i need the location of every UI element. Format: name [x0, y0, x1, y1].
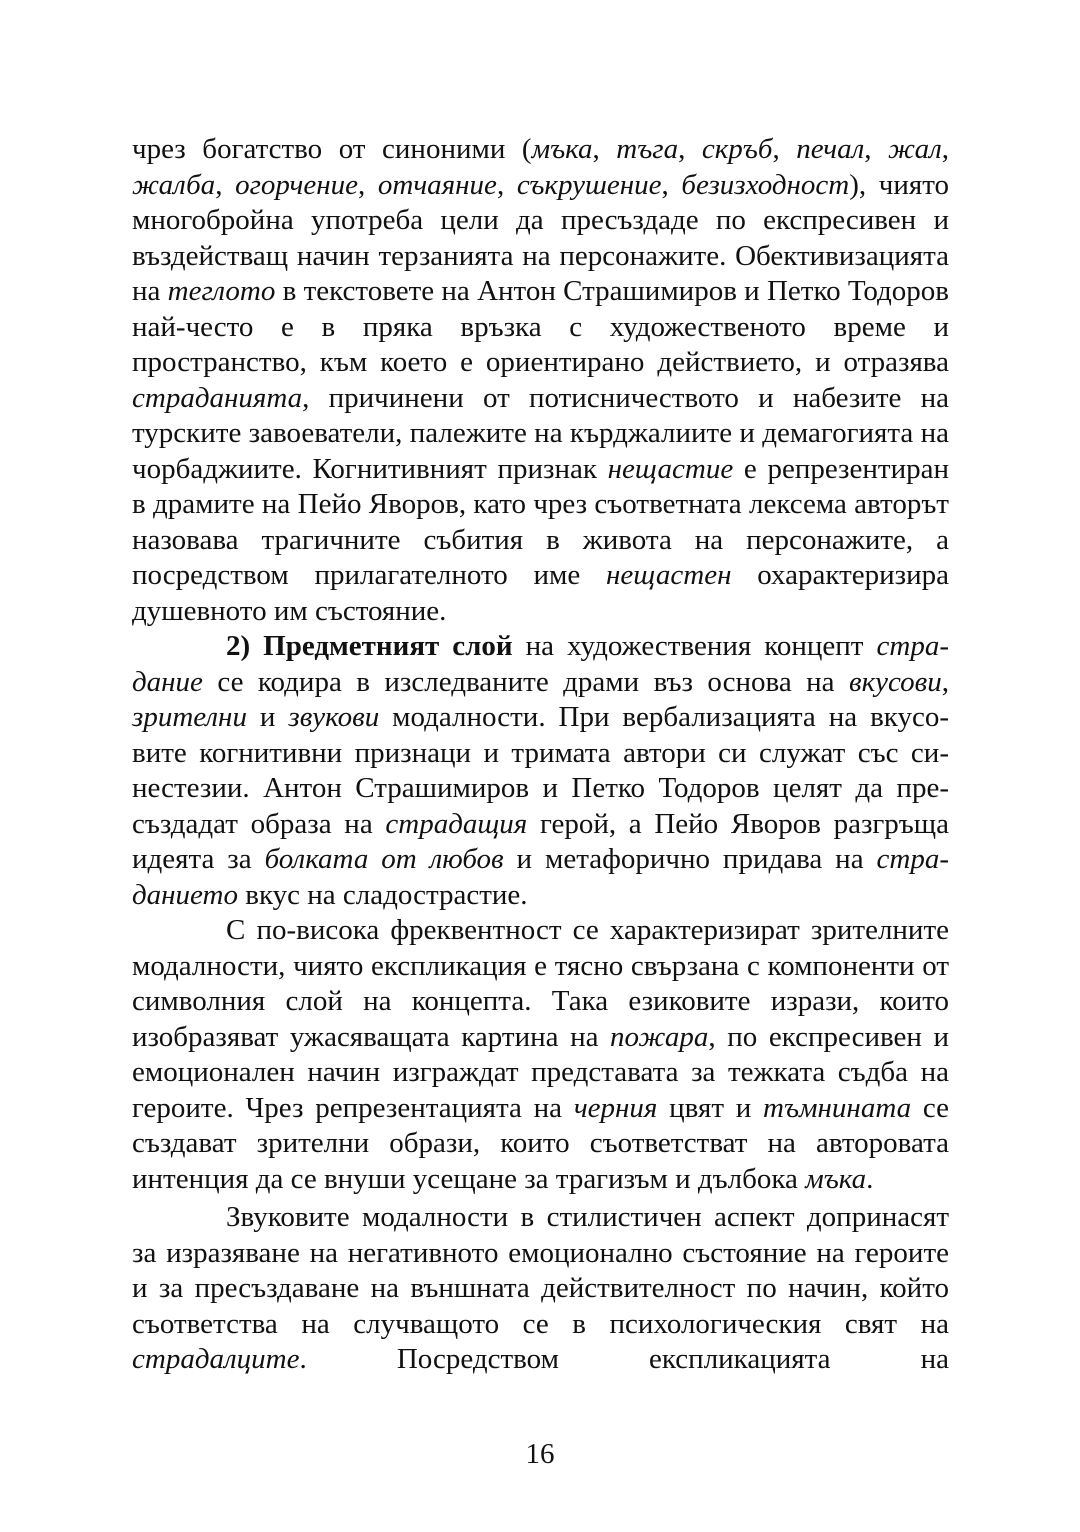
- italic-term: пожара: [610, 1020, 709, 1053]
- text-run: цвят и: [657, 1091, 764, 1124]
- bold-heading: 2) Предметният слой: [226, 630, 513, 662]
- text-run: и: [246, 701, 289, 733]
- italic-term: печал: [796, 133, 865, 165]
- page-number: 16: [525, 1438, 555, 1470]
- italic-term: нещастие: [607, 452, 734, 485]
- text-run: ,: [592, 133, 617, 165]
- text-run: чрез богатство от синоними (: [132, 133, 532, 165]
- italic-term: звукови: [288, 701, 380, 733]
- italic-term: безизходност: [681, 168, 850, 201]
- text-run: С по-висока фреквентност се характеризират зрителните модалности, чиято експликация е тясно свързана с компоненти от символния слой на концепта. Така езиковите изрази, които изобразяват ужасяващата картина на: [132, 914, 949, 1053]
- text-run: ,: [941, 133, 950, 165]
- text-run: охарактеризира душевното им състояние.: [132, 559, 949, 627]
- italic-term: черния: [573, 1091, 658, 1124]
- italic-term: страдащия: [385, 807, 528, 840]
- text-run: на художествения концепт: [512, 630, 877, 662]
- text-run: Звуковите модалности в стилистичен аспект допринасят за изразяване на негативното емоционално състояние на героите и за пресъздаване на външната действителност по начин, който съответства на случващото се в психологическия свят на: [132, 1201, 949, 1340]
- text-run: ,: [215, 168, 236, 201]
- italic-term: мъка: [531, 133, 593, 165]
- paragraph: [132, 132, 949, 629]
- text-run: герой, а Пейо Яворов разгръща идеята за: [132, 807, 949, 875]
- italic-term: скръб: [701, 133, 773, 165]
- text-run: ,: [864, 133, 889, 165]
- text-run: ,: [941, 665, 949, 698]
- italic-term: огорчение: [235, 168, 358, 201]
- italic-term: страдалците: [132, 1343, 300, 1375]
- italic-term: страдание: [132, 630, 949, 698]
- text-run: . Посредством експликацията на: [299, 1343, 949, 1375]
- text-run: ), чиято многобройна употреба цели да пресъздаде по експресивен и въздействащ начин терзанията на персонажите. Обективизацията на: [132, 168, 950, 307]
- paragraph: [132, 913, 949, 1197]
- text-run: вкус на сладострастие.: [238, 878, 528, 911]
- italic-term: нещастен: [606, 559, 732, 591]
- text-run: , причинени от потисничеството и набезите на турските завоеватели, палежите на кърджалиите и демагогията на чорбаджиите. Когнитивният признак: [132, 381, 949, 485]
- text-run: модалности. При вербализацията на вкусовите когнитивни признаци и тримата автори си служат със синестезии. Антон Страшимиров и Петко Тодоров целят да пресъздадат образа на: [132, 701, 949, 840]
- italic-term: жалба: [132, 168, 216, 201]
- text-run: и метафорично придава на: [503, 843, 877, 875]
- italic-term: съкрушение: [516, 168, 662, 201]
- text-run: , по експресивен и емоционален начин изграждат представата за тежката съдба на героите. Чрез репрезентацията на: [132, 1020, 949, 1124]
- italic-term: тъмнината: [763, 1091, 912, 1124]
- italic-term: отчаяние: [377, 168, 497, 201]
- italic-term: жал: [888, 133, 942, 165]
- italic-term: зрителни: [132, 701, 247, 733]
- italic-term: мъка: [805, 1162, 867, 1195]
- text-run: ,: [496, 168, 517, 201]
- text-run: ,: [358, 168, 378, 201]
- italic-term: вкусови: [848, 665, 942, 698]
- page-body: [132, 132, 949, 1378]
- text-run: в текстовете на Антон Страшимиров и Петко Тодоров най-често е в пряка връзка с художественото време и пространство, към което е ориентирано действието, и отразява: [132, 275, 949, 378]
- paragraph: [132, 629, 949, 913]
- text-run: ,: [772, 133, 797, 165]
- italic-term: страданието: [132, 843, 949, 911]
- italic-term: теглото: [167, 275, 276, 307]
- text-run: е репрезентиран в драмите на Пейо Яворов, като чрез съответната лексема авторът назовава трагичните събития в живота на персонажите, а посредством прилагателното име: [132, 452, 949, 591]
- text-run: ,: [661, 168, 682, 201]
- paragraph: [132, 1200, 949, 1378]
- text-run: ,: [678, 133, 702, 165]
- text-run: .: [866, 1162, 874, 1195]
- text-run: се кодира в изследваните драми въз основа на: [202, 665, 849, 698]
- italic-term: тъга: [616, 133, 679, 165]
- italic-term: болката от любов: [264, 843, 504, 875]
- italic-term: страданията: [132, 381, 303, 414]
- text-run: се създават зрителни образи, които съответстват на авторовата интенция да се внуши усещане за трагизъм и дълбока: [132, 1091, 949, 1195]
